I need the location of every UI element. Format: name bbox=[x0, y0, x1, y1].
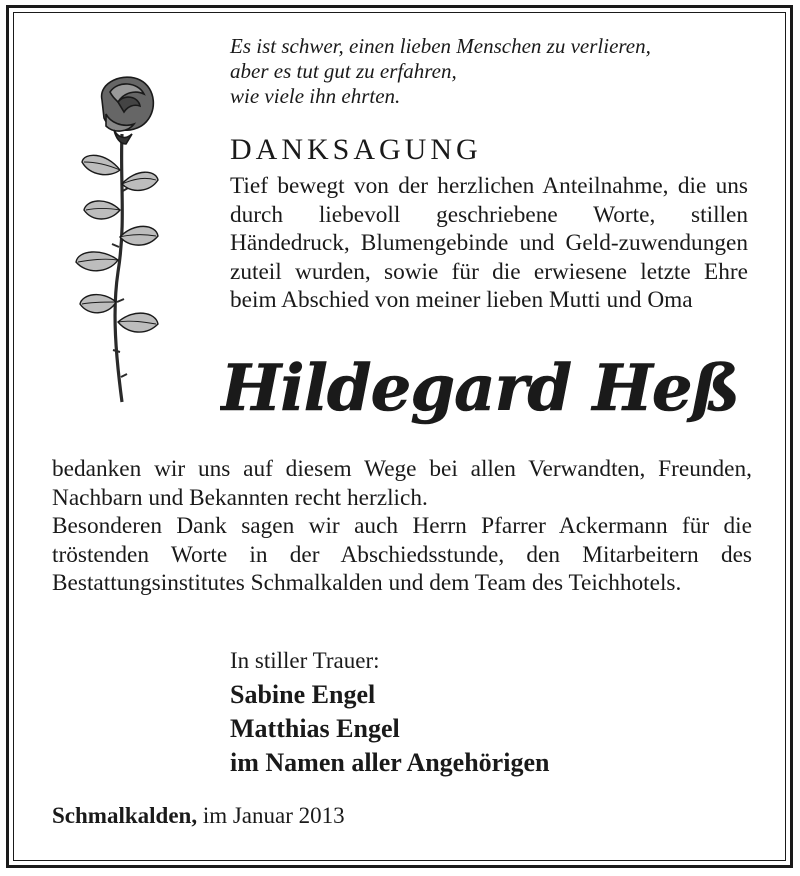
motto-quote bbox=[230, 34, 750, 109]
mourning-label: In stiller Trauer: bbox=[230, 648, 380, 673]
signer-name: im Namen aller Angehörigen bbox=[230, 748, 550, 777]
motto-line: Es ist schwer, einen lieben Menschen zu verlieren, bbox=[230, 34, 651, 58]
motto-line: wie viele ihn ehrten. bbox=[230, 84, 401, 108]
thanks-body bbox=[52, 455, 752, 598]
signer-name: Sabine Engel bbox=[230, 680, 376, 709]
place-name: Schmalkalden, bbox=[52, 803, 198, 828]
date-text: im Januar 2013 bbox=[197, 803, 345, 828]
motto-line: aber es tut gut zu erfahren, bbox=[230, 59, 457, 83]
thanks-paragraph: bedanken wir uns auf diesem Wege bei allen Verwandten, Freunden, Nachbarn und Bekannten recht herzlich. bbox=[52, 456, 752, 511]
deceased-name-text: Hildegard Heß bbox=[220, 352, 740, 426]
deceased-name bbox=[220, 352, 740, 442]
special-thanks-paragraph: Besonderen Dank sagen wir auch Herrn Pfarrer Ackermann für die tröstenden Worte in der Abschiedsstunde, den Mitarbeitern des Bestattungsinstitutes Schmalkalden und dem Team des Teichhotels. bbox=[52, 513, 752, 596]
signer-name: Matthias Engel bbox=[230, 714, 400, 743]
signers-list bbox=[230, 678, 549, 780]
intro-paragraph: Tief bewegt von der herzlichen Anteilnahme, die uns durch liebevoll geschriebene Worte, stillen Händedruck, Blumengebinde und Geld-zuwendungen zuteil wurden, sowie für die erwiesene letzte Ehre beim Abschied von meiner lieben Mutti und Oma bbox=[230, 173, 748, 313]
rose-icon bbox=[66, 72, 178, 417]
place-date bbox=[52, 802, 345, 830]
heading-title: DANKSAGUNG bbox=[230, 133, 482, 166]
